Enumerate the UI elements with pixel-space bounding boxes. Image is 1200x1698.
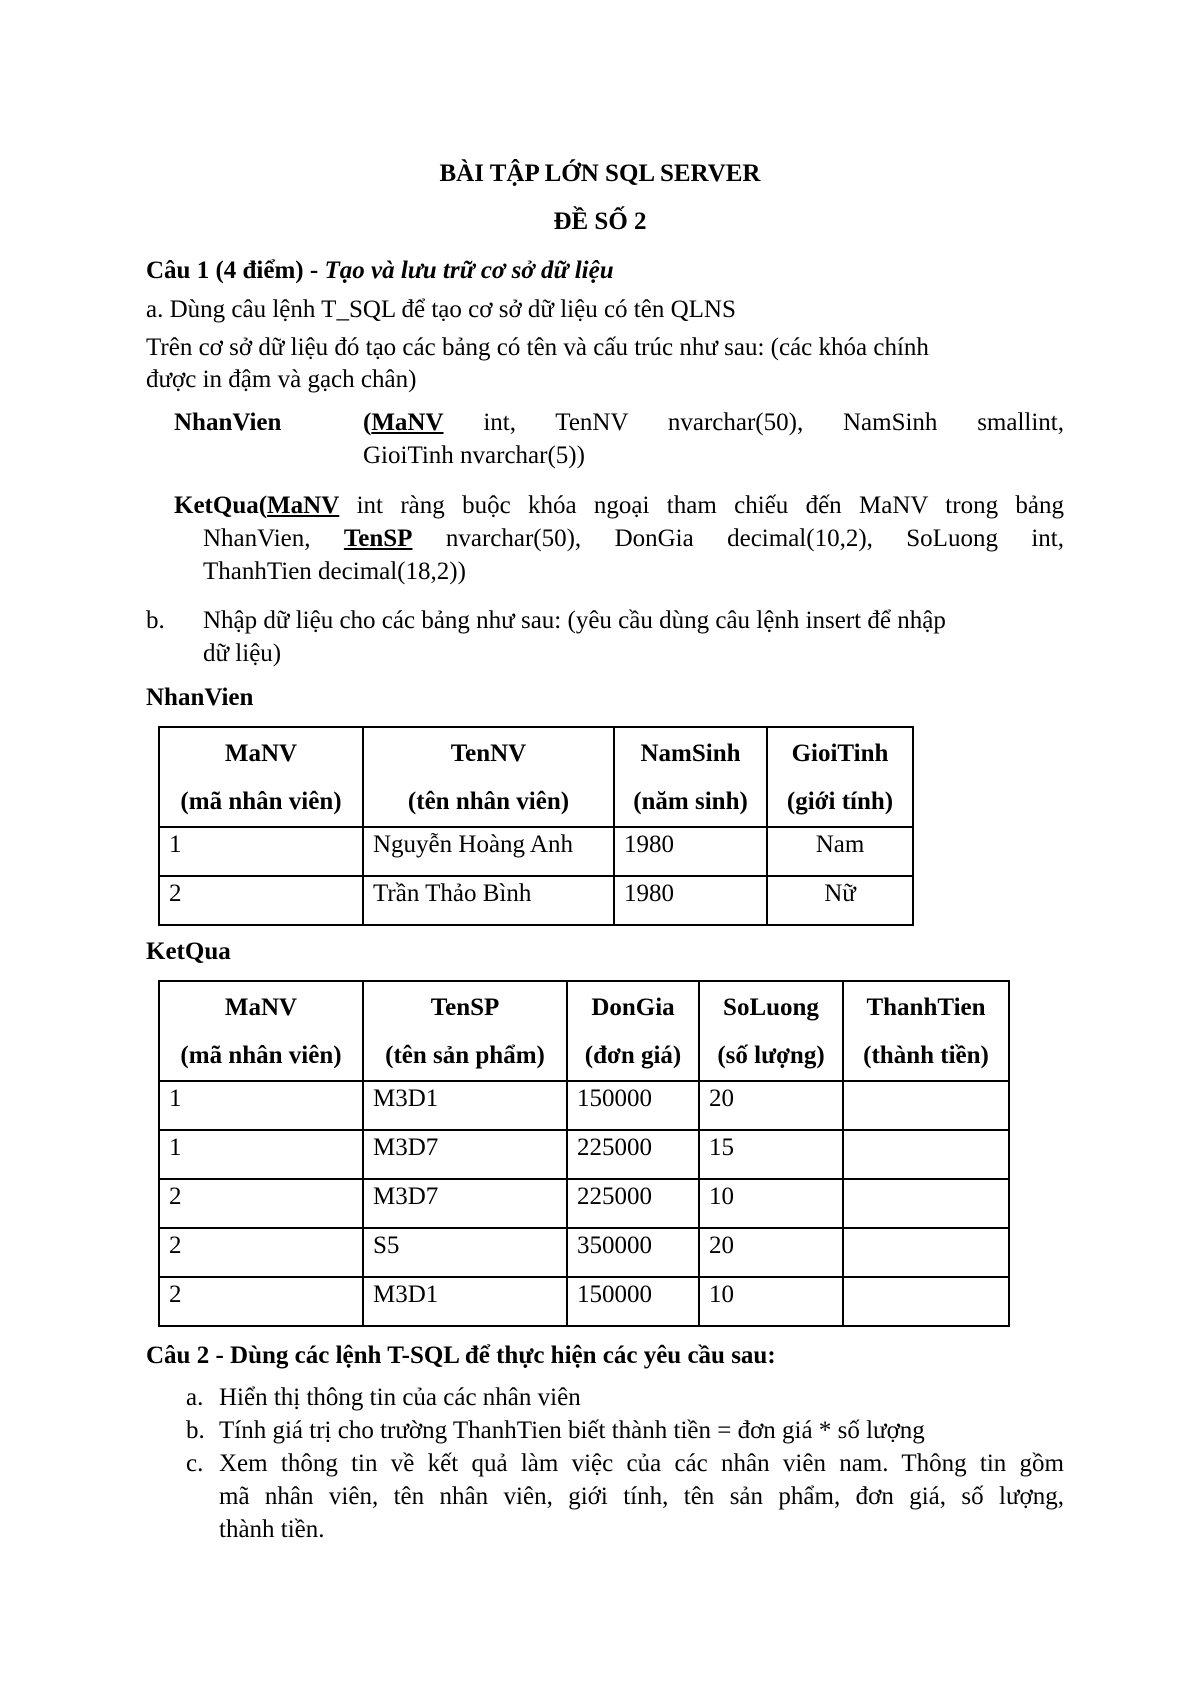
q1-b-line1: Nhập dữ liệu cho các bảng như sau: (yêu cầu dùng câu lệnh insert để nhập <box>203 607 946 634</box>
q2-a-marker: a. <box>186 1384 204 1411</box>
table-cell: 1 <box>159 1081 363 1130</box>
table-cell: 225000 <box>567 1179 699 1228</box>
header-desc: (thành tiền) <box>863 1042 989 1069</box>
table-cell: S5 <box>363 1228 567 1277</box>
table-row <box>159 1130 1009 1179</box>
table-cell: Trần Thảo Bình <box>363 876 614 925</box>
table-cell: 1980 <box>614 876 767 925</box>
schema-nhanvien-line2: GioiTinh nvarchar(5)) <box>363 442 585 469</box>
table-ketqua <box>158 980 1010 1327</box>
schema-ketqua-line3: ThanhTien decimal(18,2)) <box>203 558 466 585</box>
table-cell: 10 <box>699 1179 843 1228</box>
q1-topic: Tạo và lưu trữ cơ sở dữ liệu <box>324 257 614 284</box>
header-cell <box>614 727 767 827</box>
table-cell: 2 <box>159 1179 363 1228</box>
q2-a-line1: Hiển thị thông tin của các nhân viên <box>219 1384 581 1411</box>
q1-intro-line1: Trên cơ sở dữ liệu đó tạo các bảng có tên và cấu trúc như sau: (các khóa chính <box>146 334 929 361</box>
table-cell: 225000 <box>567 1130 699 1179</box>
table-cell <box>843 1130 1009 1179</box>
table-cell: 20 <box>699 1081 843 1130</box>
table-cell: M3D7 <box>363 1130 567 1179</box>
table-nhanvien-caption: NhanVien <box>146 684 254 711</box>
header-name: NamSinh <box>640 740 741 767</box>
header-name: DonGia <box>591 994 675 1021</box>
table-cell: 2 <box>159 876 363 925</box>
table-row <box>159 1081 1009 1130</box>
header-desc: (năm sinh) <box>633 788 748 815</box>
header-name: ThanhTien <box>866 994 986 1021</box>
schema-ketqua-rest2: nvarchar(50), DonGia decimal(10,2), SoLuong int, <box>412 525 1064 552</box>
header-name: GioiTinh <box>791 740 889 767</box>
header-cell <box>767 727 913 827</box>
table-header-row <box>159 981 1009 1081</box>
q1-b-marker: b. <box>146 607 165 634</box>
q2-c-line3: thành tiền. <box>219 1516 325 1543</box>
header-cell <box>363 981 567 1081</box>
header-desc: (mã nhân viên) <box>180 788 342 815</box>
table-cell <box>843 1277 1009 1326</box>
schema-nhanvien-name: NhanVien <box>174 409 282 436</box>
header-cell <box>699 981 843 1081</box>
q2-c-line2: mã nhân viên, tên nhân viên, giới tính, tên sản phẩm, đơn giá, số lượng, <box>219 1483 1064 1510</box>
schema-paren: ( <box>363 409 372 436</box>
header-name: MaNV <box>224 994 298 1021</box>
header-cell <box>159 981 363 1081</box>
header-cell <box>567 981 699 1081</box>
q1-b-line2: dữ liệu) <box>203 640 282 667</box>
q2-c-line1: Xem thông tin về kết quả làm việc của các nhân viên nam. Thông tin gồm <box>219 1450 1064 1477</box>
q1-heading <box>146 255 614 287</box>
q1-label: Câu 1 (4 điểm) - <box>146 257 319 284</box>
table-cell <box>843 1081 1009 1130</box>
table-cell: 1 <box>159 827 363 876</box>
table-cell: 10 <box>699 1277 843 1326</box>
header-cell <box>159 727 363 827</box>
table-cell: 2 <box>159 1228 363 1277</box>
table-header-row <box>159 727 913 827</box>
schema-ketqua-name: KetQua( <box>174 492 268 519</box>
schema-ketqua-pre2: NhanVien, <box>203 525 344 552</box>
schema-ketqua-key1: MaNV <box>267 492 340 519</box>
table-cell: M3D7 <box>363 1179 567 1228</box>
table-cell: Nguyễn Hoàng Anh <box>363 827 614 876</box>
table-cell: Nam <box>767 827 913 876</box>
table-row <box>159 876 913 925</box>
table-cell: 150000 <box>567 1277 699 1326</box>
table-row <box>159 1179 1009 1228</box>
table-cell: 2 <box>159 1277 363 1326</box>
table-nhanvien <box>158 726 914 926</box>
table-row <box>159 827 913 876</box>
q2-heading: Câu 2 - Dùng các lệnh T-SQL để thực hiện các yêu cầu sau: <box>146 1342 776 1369</box>
q1-a-text: a. Dùng câu lệnh T_SQL để tạo cơ sở dữ liệu có tên QLNS <box>146 296 736 323</box>
header-desc: (giới tính) <box>786 788 894 815</box>
schema-ketqua-rest1: int ràng buộc khóa ngoại tham chiếu đến MaNV trong bảng <box>339 492 1064 519</box>
table-cell: Nữ <box>767 876 913 925</box>
table-cell: 150000 <box>567 1081 699 1130</box>
table-cell: 1 <box>159 1130 363 1179</box>
header-desc: (tên nhân viên) <box>407 788 570 815</box>
table-cell: 15 <box>699 1130 843 1179</box>
table-ketqua-caption: KetQua <box>146 938 231 965</box>
table-cell <box>843 1228 1009 1277</box>
q1-intro-line2: được in đậm và gạch chân) <box>146 366 417 393</box>
header-desc: (tên sản phẩm) <box>385 1042 545 1069</box>
table-cell: 350000 <box>567 1228 699 1277</box>
table-cell: 20 <box>699 1228 843 1277</box>
schema-nhanvien-line1 <box>363 407 1064 439</box>
table-cell: 1980 <box>614 827 767 876</box>
schema-ketqua-line1 <box>174 490 1064 522</box>
header-name: TenSP <box>430 994 500 1021</box>
table-cell: M3D1 <box>363 1081 567 1130</box>
table-cell: M3D1 <box>363 1277 567 1326</box>
header-name: TenNV <box>450 740 527 767</box>
header-name: SoLuong <box>723 994 819 1021</box>
header-desc: (mã nhân viên) <box>180 1042 342 1069</box>
q2-c-marker: c. <box>186 1450 204 1477</box>
schema-nhanvien-key: MaNV <box>371 409 444 436</box>
table-cell <box>843 1179 1009 1228</box>
table-row <box>159 1228 1009 1277</box>
schema-ketqua-key2: TenSP <box>343 525 413 552</box>
doc-subtitle: ĐỀ SỐ 2 <box>553 208 647 235</box>
header-desc: (số lượng) <box>717 1042 825 1069</box>
q2-b-line1: Tính giá trị cho trường ThanhTien biết thành tiền = đơn giá * số lượng <box>219 1417 925 1444</box>
schema-ketqua-line2 <box>203 523 1064 555</box>
table-row <box>159 1277 1009 1326</box>
schema-nhanvien-rest: int, TenNV nvarchar(50), NamSinh smallint, <box>443 409 1064 436</box>
header-name: MaNV <box>224 740 298 767</box>
header-cell <box>363 727 614 827</box>
q2-b-marker: b. <box>186 1417 205 1444</box>
header-desc: (đơn giá) <box>584 1042 682 1069</box>
header-cell <box>843 981 1009 1081</box>
doc-title: BÀI TẬP LỚN SQL SERVER <box>439 160 761 187</box>
